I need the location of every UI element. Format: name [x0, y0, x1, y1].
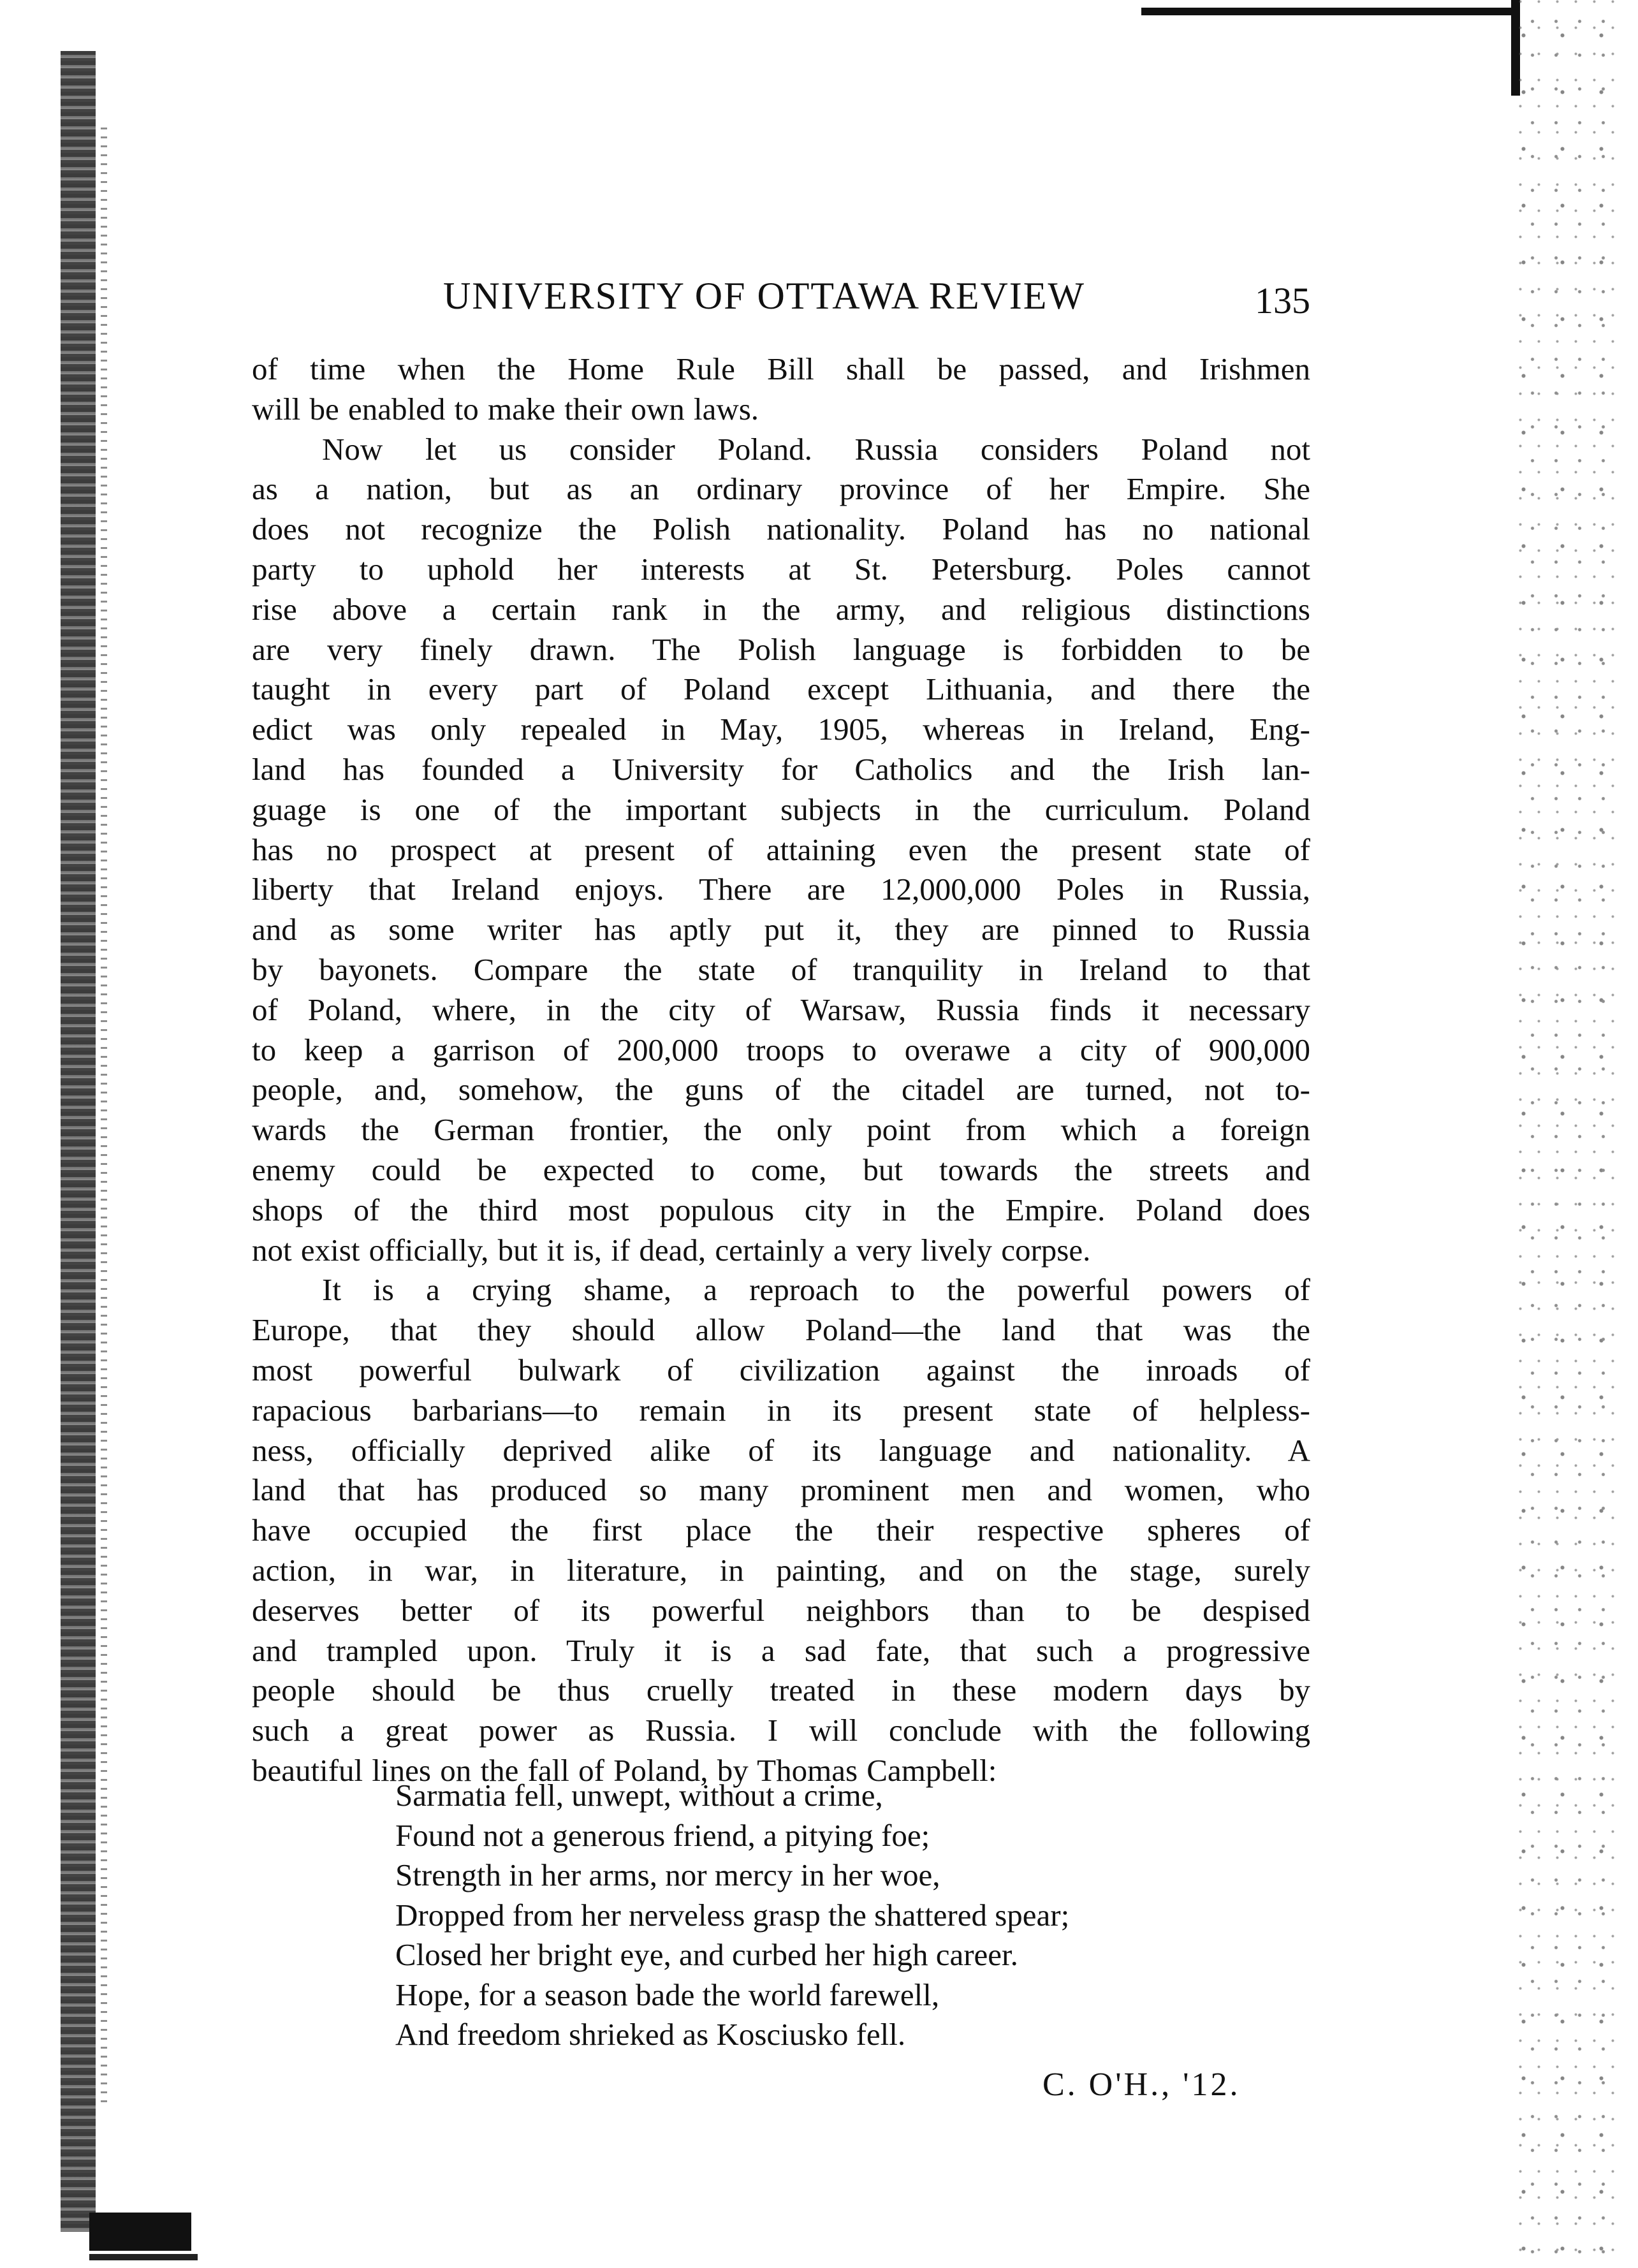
text-line: will be enabled to make their own laws. — [252, 391, 759, 427]
binding-corner — [89, 2213, 191, 2251]
author-signature: C. O'H., '12. — [1042, 2067, 1241, 2103]
text-line: of Poland, where, in the city of Warsaw, Russia finds it necessary — [252, 991, 1310, 1027]
text-line: It is a crying shame, a reproach to the powerful powers of — [322, 1272, 1310, 1308]
text-line: liberty that Ireland enjoys. There are 12,000,000 Poles in Russia, — [252, 872, 1310, 907]
text-line: party to uphold her interests at St. Petersburg. Poles cannot — [252, 551, 1310, 587]
scan-noise — [1517, 0, 1620, 2268]
text-line: people, and, somehow, the guns of the citadel are turned, not to- — [252, 1072, 1310, 1108]
poem-line: Sarmatia fell, unwept, without a crime, — [395, 1778, 883, 1813]
journal-title: UNIVERSITY OF OTTAWA REVIEW — [443, 275, 1086, 317]
text-line: by bayonets. Compare the state of tranquility in Ireland to that — [252, 951, 1310, 987]
text-line: does not recognize the Polish nationality. Poland has no national — [252, 511, 1310, 547]
text-line: taught in every part of Poland except Lithuania, and there the — [252, 671, 1310, 707]
text-line: most powerful bulwark of civilization against the inroads of — [252, 1352, 1310, 1387]
poem-line: Hope, for a season bade the world farewell, — [395, 1977, 940, 2012]
text-line: Europe, that they should allow Poland—the land that was the — [252, 1312, 1310, 1348]
text-line: and as some writer has aptly put it, they are pinned to Russia — [252, 912, 1310, 947]
text-line: of time when the Home Rule Bill shall be passed, and Irishmen — [252, 351, 1310, 386]
text-line: beautiful lines on the fall of Poland, by Thomas Campbell: — [252, 1752, 997, 1788]
text-line: to keep a garrison of 200,000 troops to overawe a city of 900,000 — [252, 1032, 1310, 1067]
text-line: rapacious barbarians—to remain in its present state of helpless- — [252, 1392, 1310, 1428]
quoted-poem — [395, 1776, 1288, 2055]
text-line: has no prospect at present of attaining even the present state of — [252, 831, 1310, 867]
text-line: enemy could be expected to come, but towards the streets and — [252, 1152, 1310, 1187]
text-line: wards the German frontier, the only point from which a foreign — [252, 1112, 1310, 1148]
binding-edge — [61, 51, 96, 2232]
text-line: guage is one of the important subjects in the curriculum. Poland — [252, 791, 1310, 827]
binding-corner-line — [89, 2254, 198, 2260]
text-line: land has founded a University for Catholics and the Irish lan- — [252, 751, 1310, 787]
poem-line: Closed her bright eye, and curbed her high career. — [395, 1937, 1018, 1972]
text-line: not exist officially, but it is, if dead, certainly a very lively corpse. — [252, 1232, 1091, 1268]
poem-line: And freedom shrieked as Kosciusko fell. — [395, 2017, 906, 2052]
top-rule — [1141, 8, 1517, 15]
text-line: such a great power as Russia. I will conclude with the following — [252, 1713, 1310, 1748]
poem-line: Strength in her arms, nor mercy in her woe, — [395, 1857, 940, 1892]
text-line: shops of the third most populous city in the Empire. Poland does — [252, 1192, 1310, 1227]
text-line: ness, officially deprived alike of its language and nationality. A — [252, 1432, 1310, 1468]
text-line: edict was only repealed in May, 1905, whereas in Ireland, Eng- — [252, 712, 1310, 747]
poem-line: Dropped from her nerveless grasp the shattered spear; — [395, 1897, 1070, 1933]
text-line: people should be thus cruelly treated in these modern days by — [252, 1672, 1310, 1708]
text-line: and trampled upon. Truly it is a sad fate, that such a progressive — [252, 1632, 1310, 1668]
text-line: Now let us consider Poland. Russia considers Poland not — [322, 431, 1310, 467]
text-line: deserves better of its powerful neighbors than to be despised — [252, 1592, 1310, 1628]
text-line: land that has produced so many prominent men and women, who — [252, 1472, 1310, 1508]
page-number: 135 — [1255, 280, 1310, 321]
text-line: are very finely drawn. The Polish language is forbidden to be — [252, 631, 1310, 667]
text-line: as a nation, but as an ordinary province of her Empire. She — [252, 471, 1310, 507]
running-header — [252, 274, 1310, 325]
text-line: rise above a certain rank in the army, and religious distinctions — [252, 591, 1310, 627]
text-line: have occupied the first place the their respective spheres of — [252, 1512, 1310, 1548]
text-line: action, in war, in literature, in painting, and on the stage, surely — [252, 1552, 1310, 1588]
poem-line: Found not a generous friend, a pitying foe; — [395, 1817, 930, 1853]
article-body — [252, 349, 1310, 1791]
binding-edge-line — [101, 128, 107, 2104]
